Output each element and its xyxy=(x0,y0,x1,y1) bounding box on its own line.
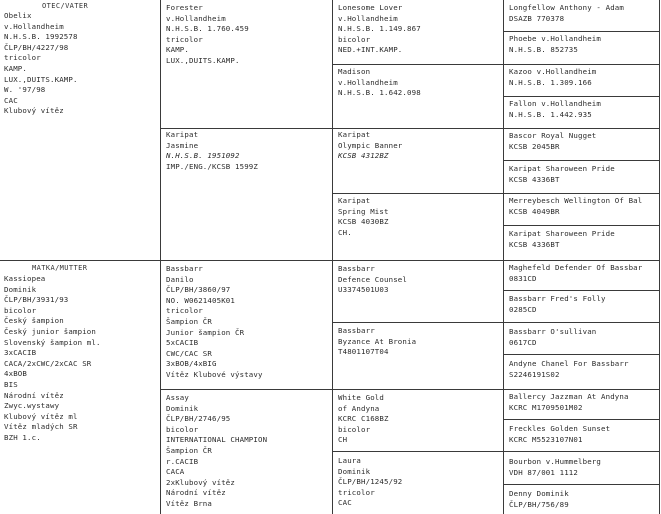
detail-line: Dominik xyxy=(338,466,371,476)
column-divider xyxy=(332,0,333,514)
row-divider xyxy=(504,290,660,291)
detail-line: N.H.S.B. 1951092 xyxy=(166,151,240,161)
detail-line: Klubový vítěz ml xyxy=(4,411,78,421)
detail-line: ČLP/BH/4227/98 xyxy=(4,42,69,52)
detail-line: Jasmine xyxy=(166,140,199,150)
gen4-entry-6 xyxy=(509,164,658,185)
detail-line: 0831CD xyxy=(509,273,537,283)
detail-line: Defence Counsel xyxy=(338,274,407,284)
gen4-entry-5 xyxy=(509,131,658,152)
dog-name-line: Assay xyxy=(166,393,189,402)
detail-line: VDH 87/001 1112 xyxy=(509,467,578,477)
detail-line: 3xCACIB xyxy=(4,348,37,358)
detail-line: CWC/CAC SR xyxy=(166,348,212,358)
detail-line: tricolor xyxy=(4,53,41,63)
dog-name-line: Maghefeld Defender Of Bassbar xyxy=(509,263,643,272)
detail-line: KAMP. xyxy=(4,63,27,73)
row-divider xyxy=(504,484,660,485)
dog-name-line: Karipat xyxy=(338,130,371,139)
dog-name-line: Madison xyxy=(338,67,371,76)
detail-line: 3xBOB/4xBIG xyxy=(166,359,217,369)
gen3-entry-3 xyxy=(338,130,501,162)
detail-line: BZH 1.c. xyxy=(4,432,41,442)
detail-line: ČLP/BH/3860/97 xyxy=(166,285,231,295)
detail-line: W. '97/98 xyxy=(4,85,46,95)
detail-line: 0617CD xyxy=(509,337,537,347)
detail-line: DSAZB 770378 xyxy=(509,13,565,23)
detail-line: 5xCACIB xyxy=(166,338,199,348)
detail-line: bicolor xyxy=(166,424,199,434)
row-divider xyxy=(161,128,660,129)
dog-name-line: Karipat xyxy=(338,196,371,205)
detail-line: bicolor xyxy=(338,424,371,434)
column-divider xyxy=(503,0,504,514)
gen4-entry-11 xyxy=(509,327,658,348)
detail-line: BIS xyxy=(4,379,18,389)
detail-line: NED.+INT.KAMP. xyxy=(338,45,403,55)
dog-name-line: Merreybesch Wellington Of Bal xyxy=(509,196,643,205)
dog-name-line: Karipat Sharoween Pride xyxy=(509,164,615,173)
dog-name-line: Laura xyxy=(338,456,361,465)
detail-line: Klubový vítěz xyxy=(4,106,64,116)
gen4-entry-1 xyxy=(509,3,658,24)
gen3-entry-8 xyxy=(338,456,501,509)
dog-name-line: Karipat xyxy=(166,130,199,139)
detail-line: Danilo xyxy=(166,274,194,284)
row-divider xyxy=(504,160,660,161)
gen3-entry-5 xyxy=(338,264,501,296)
dog-name-line: Bascor Royal Nugget xyxy=(509,131,597,140)
dog-name-line: Longfellow Anthony - Adam xyxy=(509,3,624,12)
gen3-entry-4 xyxy=(338,196,501,238)
detail-line: v.Hollandheim xyxy=(338,77,398,87)
gen3-entry-2 xyxy=(338,67,501,99)
gen3-entry-7 xyxy=(338,393,501,446)
detail-line: LUX.,DUITS.KAMP. xyxy=(4,74,78,84)
row-divider xyxy=(504,419,660,420)
gen4-entry-3 xyxy=(509,67,658,88)
dam-header: MATKA/MUTTER xyxy=(32,264,88,272)
detail-line: Spring Mist xyxy=(338,206,389,216)
detail-line: Český junior šampion xyxy=(4,326,96,336)
detail-line: Zwyc.wystawy xyxy=(4,401,60,411)
gen4-entry-14 xyxy=(509,424,658,445)
dog-name-line: Forester xyxy=(166,3,203,12)
dog-name-line: Bassbarr Fred's Folly xyxy=(509,294,606,303)
detail-line: KCSB 4049BR xyxy=(509,206,560,216)
sire-header: OTEC/VATER xyxy=(42,2,89,10)
detail-line: Dominik xyxy=(166,403,199,413)
detail-line: KCSB 2045BR xyxy=(509,141,560,151)
gen4-entry-12 xyxy=(509,359,658,380)
dog-name-line: Denny Dominik xyxy=(509,489,569,498)
detail-line: 2xKlubový vítěz xyxy=(166,477,235,487)
gen3-entry-1 xyxy=(338,3,501,56)
row-divider xyxy=(333,64,660,65)
detail-line: r.CACIB xyxy=(166,456,199,466)
detail-line: KCRC M5523107N01 xyxy=(509,434,583,444)
maternal-grandsire xyxy=(166,264,330,381)
detail-line: NO. W0621405K01 xyxy=(166,295,235,305)
main-divider xyxy=(0,260,660,261)
paternal-granddam xyxy=(166,130,330,172)
detail-line: KCSB 4336BT xyxy=(509,174,560,184)
dog-name-line: Bassbarr xyxy=(338,264,375,273)
row-divider xyxy=(504,96,660,97)
column-divider xyxy=(160,0,161,514)
detail-line: KCRC C168BZ xyxy=(338,414,389,424)
detail-line: bicolor xyxy=(4,305,37,315)
sire-entry xyxy=(4,11,158,117)
paternal-grandsire xyxy=(166,3,330,67)
detail-line: Slovenský šampion ml. xyxy=(4,337,101,347)
gen4-entry-13 xyxy=(509,392,658,413)
detail-line: CACA xyxy=(166,467,185,477)
row-divider xyxy=(333,322,660,323)
dog-name-line: Bassbarr O'sullivan xyxy=(509,327,597,336)
dog-name-line: Bassbarr xyxy=(166,264,203,273)
dam-entry xyxy=(4,274,158,444)
detail-line: T4801107T04 xyxy=(338,347,389,357)
detail-line: N.H.S.B. 1.442.935 xyxy=(509,109,592,119)
dog-name-line: White Gold xyxy=(338,393,384,402)
detail-line: IMP./ENG./KCSB 1599Z xyxy=(166,161,258,171)
dog-name-line: Bassbarr xyxy=(338,326,375,335)
gen4-entry-8 xyxy=(509,229,658,250)
detail-line: Vítěz Brna xyxy=(166,498,212,508)
dog-name-line: Kazoo v.Hollandheim xyxy=(509,67,597,76)
detail-line: tricolor xyxy=(338,487,375,497)
row-divider xyxy=(504,354,660,355)
detail-line: Národní vítěz xyxy=(4,390,64,400)
detail-line: Junior šampion ČR xyxy=(166,327,245,337)
detail-line: of Andyna xyxy=(338,403,380,413)
detail-line: N.H.S.B. 852735 xyxy=(509,44,578,54)
dog-name-line: Bourbon v.Hummelberg xyxy=(509,457,601,466)
row-divider xyxy=(333,451,660,452)
gen4-entry-4 xyxy=(509,99,658,120)
detail-line: ČLP/BH/2746/95 xyxy=(166,414,231,424)
detail-line: CH xyxy=(338,435,348,445)
detail-line: ČLP/BH/1245/92 xyxy=(338,477,403,487)
detail-line: v.Hollandheim xyxy=(166,13,226,23)
detail-line: Vítěz mladých SR xyxy=(4,422,78,432)
detail-line: 0285CD xyxy=(509,304,537,314)
detail-line: N.H.S.B. 1.642.098 xyxy=(338,88,421,98)
dog-name-line: Fallon v.Hollandheim xyxy=(509,99,601,108)
detail-line: KAMP. xyxy=(166,45,189,55)
maternal-granddam xyxy=(166,393,330,510)
detail-line: ČLP/BH/756/89 xyxy=(509,499,569,509)
detail-line: CAC xyxy=(4,95,18,105)
row-divider xyxy=(333,193,660,194)
detail-line: Byzance At Bronia xyxy=(338,336,417,346)
detail-line: bicolor xyxy=(338,34,371,44)
dog-name-line: Andyne Chanel For Bassbarr xyxy=(509,359,629,368)
detail-line: v.Hollandheim xyxy=(338,13,398,23)
gen4-entry-15 xyxy=(509,457,658,478)
detail-line: ČLP/BH/3931/93 xyxy=(4,295,69,305)
dog-name-line: Ballercy Jazzman At Andyna xyxy=(509,392,629,401)
column-divider xyxy=(659,0,660,514)
detail-line: KCRC M1709501M02 xyxy=(509,402,583,412)
gen4-entry-7 xyxy=(509,196,658,217)
detail-line: CAC xyxy=(338,498,352,508)
gen4-entry-2 xyxy=(509,34,658,55)
detail-line: N.H.S.B. 1.760.459 xyxy=(166,24,249,34)
row-divider xyxy=(504,225,660,226)
dog-name-line: Kassiopea xyxy=(4,274,46,283)
detail-line: tricolor xyxy=(166,306,203,316)
detail-line: N.H.S.B. 1.149.867 xyxy=(338,24,421,34)
row-divider xyxy=(504,31,660,32)
detail-line: Vítěz Klubové výstavy xyxy=(166,369,263,379)
gen3-entry-6 xyxy=(338,326,501,358)
gen4-entry-9 xyxy=(509,263,658,284)
detail-line: KCSB 4336BT xyxy=(509,239,560,249)
detail-line: CH. xyxy=(338,227,352,237)
detail-line: Český šampion xyxy=(4,316,64,326)
detail-line: INTERNATIONAL CHAMPION xyxy=(166,435,268,445)
detail-line: LUX.,DUITS.KAMP. xyxy=(166,55,240,65)
dog-name-line: Karipat Sharoween Pride xyxy=(509,229,615,238)
detail-line: Olympic Banner xyxy=(338,140,403,150)
detail-line: Šampion ČR xyxy=(166,316,212,326)
detail-line: CACA/2xCWC/2xCAC SR xyxy=(4,358,92,368)
dog-name-line: Obelix xyxy=(4,11,32,20)
detail-line: KCSB 4030BZ xyxy=(338,217,389,227)
gen4-entry-10 xyxy=(509,294,658,315)
detail-line: Národní vítěz xyxy=(166,488,226,498)
dog-name-line: Freckles Golden Sunset xyxy=(509,424,611,433)
detail-line: KCSB 4312BZ xyxy=(338,151,389,161)
detail-line: tricolor xyxy=(166,34,203,44)
detail-line: 4xBOB xyxy=(4,369,27,379)
detail-line: v.Hollandheim xyxy=(4,21,64,31)
gen4-entry-16 xyxy=(509,489,658,510)
detail-line: U3374501U03 xyxy=(338,285,389,295)
detail-line: S2246191S02 xyxy=(509,369,560,379)
row-divider xyxy=(161,389,660,390)
dog-name-line: Lonesome Lover xyxy=(338,3,403,12)
dog-name-line: Phoebe v.Hollandheim xyxy=(509,34,601,43)
detail-line: Dominik xyxy=(4,284,37,294)
detail-line: Šampion ČR xyxy=(166,445,212,455)
detail-line: N.H.S.B. 1.309.166 xyxy=(509,77,592,87)
detail-line: N.H.S.B. 1992578 xyxy=(4,32,78,42)
